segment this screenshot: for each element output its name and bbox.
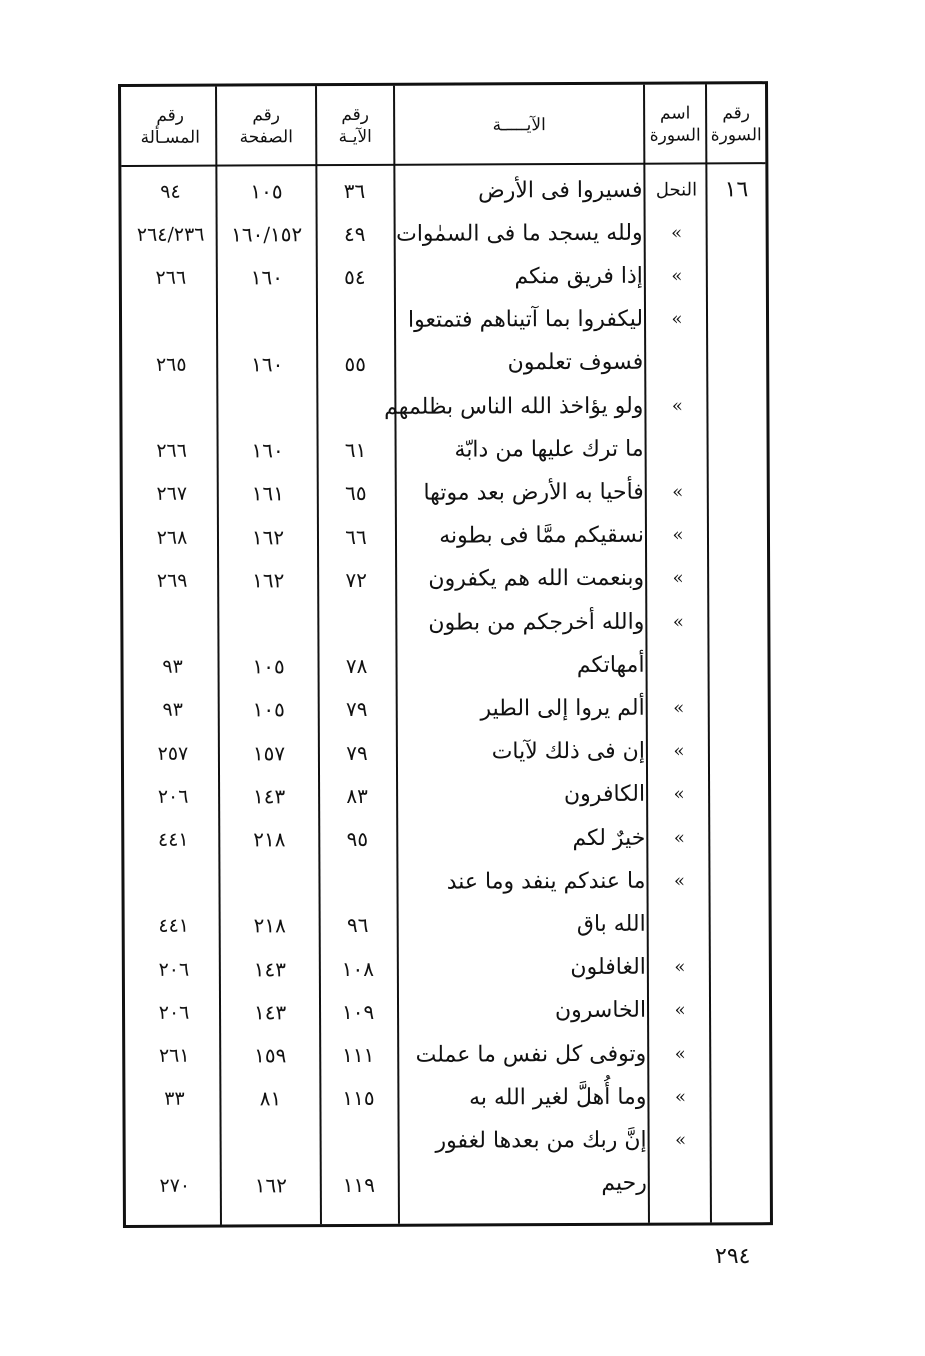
verse-cell: الكافرون bbox=[563, 782, 646, 808]
ayah-number-cell: ٧٢ bbox=[345, 567, 367, 592]
table-row bbox=[124, 859, 768, 904]
table-row bbox=[123, 600, 767, 645]
table-row bbox=[123, 643, 767, 688]
surah-number-cell bbox=[708, 341, 766, 383]
table-row bbox=[125, 989, 769, 1034]
table-row bbox=[126, 1119, 770, 1164]
ayah-number-cell: ١٠٩ bbox=[341, 999, 375, 1024]
verse-cell: فسوف تعلمون bbox=[507, 350, 644, 376]
verse-cell: أمهاتكم bbox=[576, 652, 645, 678]
page-number-cell: ١٦٢ bbox=[251, 524, 285, 550]
page-number-cell: ١٤٣ bbox=[253, 1000, 287, 1025]
header-text: السورة bbox=[649, 125, 701, 146]
verse-cell: إن فى ذلك لآيات bbox=[491, 738, 645, 765]
surah-number-cell: ١٦ bbox=[724, 176, 749, 202]
issue-number-cell: ٢٠٦ bbox=[158, 958, 190, 981]
table-row bbox=[122, 211, 766, 256]
surah-name-cell: النحل bbox=[655, 178, 698, 201]
surah-name-cell: » bbox=[672, 567, 684, 589]
header-text: اسم bbox=[659, 103, 691, 124]
issue-number-cell bbox=[130, 1121, 220, 1163]
surah-name-cell: » bbox=[671, 222, 683, 244]
verse-cell: الله باق bbox=[576, 911, 646, 937]
verse-cell: الغافلون bbox=[570, 954, 646, 981]
issue-number-cell: ٤٤١ bbox=[158, 915, 190, 938]
ayah-number-cell: ١١٩ bbox=[342, 1172, 375, 1197]
surah-name-cell: » bbox=[673, 697, 685, 719]
surah-number-cell bbox=[710, 773, 768, 815]
table-row bbox=[121, 168, 765, 213]
ayah-number-cell: ٣٦ bbox=[343, 178, 366, 204]
surah-name-cell: » bbox=[672, 524, 684, 546]
table-row bbox=[124, 773, 768, 818]
verse-cell: فأحيا به الأرض بعد موتها bbox=[423, 479, 644, 506]
verse-cell: الخاسرون bbox=[554, 998, 647, 1024]
surah-name-cell bbox=[647, 644, 709, 686]
page-number-cell: ١٤٣ bbox=[252, 784, 286, 809]
surah-number-cell bbox=[709, 514, 767, 556]
surah-name-cell: » bbox=[674, 1043, 686, 1065]
table-row bbox=[122, 298, 766, 343]
ayah-number-cell: ٦١ bbox=[344, 438, 367, 463]
surah-number-cell bbox=[712, 1119, 770, 1161]
page-number-cell: ١٦٠ bbox=[250, 265, 284, 290]
table-row bbox=[126, 1162, 770, 1207]
issue-number-cell bbox=[127, 603, 217, 645]
surah-number-cell bbox=[711, 1075, 769, 1117]
header-text: المسـألة bbox=[140, 127, 200, 148]
ayah-number-cell: ٥٥ bbox=[344, 351, 367, 376]
verse-cell: رحيم bbox=[601, 1170, 647, 1196]
table-row bbox=[123, 557, 767, 602]
table-row bbox=[122, 341, 766, 386]
ayah-number-cell: ٨٣ bbox=[346, 783, 368, 808]
issue-number-cell: ٩٣ bbox=[162, 655, 183, 678]
header-text: رقم bbox=[156, 105, 185, 126]
page-number-cell bbox=[219, 602, 317, 644]
table-row bbox=[122, 384, 766, 429]
ayah-number-cell: ١١١ bbox=[342, 1042, 375, 1068]
surah-name-cell: » bbox=[674, 999, 686, 1021]
verse-cell: ولله يسجد ما فى السمٰوات bbox=[396, 220, 643, 247]
surah-name-cell: » bbox=[674, 1086, 686, 1108]
issue-number-cell bbox=[128, 862, 218, 904]
table-row bbox=[123, 471, 767, 516]
table-row bbox=[124, 816, 768, 861]
surah-number-cell bbox=[708, 298, 766, 340]
ayah-number-cell: ١١٥ bbox=[342, 1086, 375, 1111]
surah-number-cell bbox=[710, 816, 768, 858]
issue-number-cell: ٢٦٦ bbox=[155, 267, 187, 290]
page-number-cell: ٢١٨ bbox=[253, 827, 286, 852]
issue-number-cell bbox=[126, 387, 216, 429]
page-number-cell: ٨١ bbox=[259, 1086, 282, 1111]
ayah-number-cell: ٩٥ bbox=[346, 826, 369, 852]
ayah-number-cell: ١٠٨ bbox=[341, 956, 375, 981]
header-text: رقم bbox=[722, 103, 751, 124]
verse-cell: فسيروا فى الأرض bbox=[478, 177, 643, 203]
surah-number-cell bbox=[710, 687, 768, 729]
surah-name-cell: » bbox=[671, 265, 683, 287]
page-number-cell: ١٦٢ bbox=[254, 1172, 287, 1198]
ayah-number-cell: ٧٩ bbox=[345, 697, 368, 722]
page-number-cell: ١٦٠ bbox=[251, 438, 284, 463]
issue-number-cell: ٢٦٦ bbox=[156, 439, 187, 463]
issue-number-cell: ٢٦٧ bbox=[156, 483, 188, 506]
ayah-number-cell bbox=[318, 386, 392, 428]
ayah-number-cell: ٧٩ bbox=[346, 740, 368, 765]
page-number-cell: ١٦١ bbox=[251, 481, 284, 506]
issue-number-cell: ٩٣ bbox=[162, 699, 183, 722]
page-number-cell bbox=[220, 861, 318, 903]
page-number-cell bbox=[218, 300, 316, 342]
verse-cell: نسقيكم ممَّا فى بطونه bbox=[439, 522, 645, 549]
page-number-cell: ١٥٩ bbox=[254, 1043, 287, 1068]
surah-number-cell bbox=[709, 471, 767, 513]
table-row bbox=[125, 1032, 769, 1077]
verse-cell: إنَّ ربك من بعدها لغفور bbox=[435, 1127, 647, 1154]
header-text: الآيـــــة bbox=[492, 115, 546, 136]
page-number-cell: ٢١٨ bbox=[253, 913, 286, 938]
ayah-number-cell: ٩٦ bbox=[346, 913, 369, 938]
verse-cell: وما أُهلَّ لغير الله به bbox=[468, 1084, 647, 1111]
surah-name-cell: » bbox=[672, 481, 684, 503]
header-issue-number bbox=[125, 93, 215, 161]
surah-name-cell bbox=[647, 428, 709, 470]
header-text: الصفحة bbox=[239, 127, 293, 148]
page-number-cell: ١٦٢ bbox=[252, 568, 285, 593]
issue-number-cell: ٢٦١ bbox=[158, 1044, 190, 1067]
issue-number-cell: ٣٣ bbox=[164, 1087, 185, 1110]
issue-number-cell: ٢٦٤/٢٣٦ bbox=[136, 223, 205, 247]
ayah-number-cell bbox=[320, 861, 394, 903]
surah-number-cell bbox=[711, 989, 769, 1031]
issue-number-cell: ٢٦٥ bbox=[155, 353, 187, 376]
verse-cell: ولو يؤاخذ الله الناس بظلمهم bbox=[384, 393, 644, 420]
index-table bbox=[118, 81, 773, 1228]
surah-name-cell bbox=[646, 341, 708, 383]
ayah-number-cell: ٤٩ bbox=[343, 222, 366, 247]
surah-number-cell bbox=[709, 427, 767, 469]
ayah-number-cell: ٦٥ bbox=[345, 481, 367, 506]
ayah-number-cell bbox=[318, 299, 392, 341]
verse-cell: ليكفروا بما آتيناهم فتمتعوا bbox=[407, 306, 644, 333]
page-number-cell: ١٠٥ bbox=[252, 697, 285, 722]
page-number-cell bbox=[218, 386, 316, 428]
table-row bbox=[123, 514, 767, 559]
page-number-cell: ١٠٥ bbox=[252, 654, 285, 679]
header-text: رقم bbox=[341, 104, 370, 126]
page-number-cell: ١٦٠/١٥٢ bbox=[231, 222, 303, 247]
surah-name-cell: » bbox=[673, 783, 685, 805]
surah-name-cell: » bbox=[673, 870, 686, 892]
ayah-number-cell: ٧٨ bbox=[345, 654, 368, 679]
surah-name-cell: » bbox=[671, 308, 683, 330]
table-row bbox=[124, 687, 768, 732]
surah-name-cell: » bbox=[672, 611, 684, 633]
surah-name-cell: » bbox=[671, 395, 683, 417]
surah-number-cell bbox=[711, 1032, 769, 1074]
verse-cell: ألم يروا إلى الطير bbox=[480, 695, 645, 722]
ayah-number-cell bbox=[319, 602, 393, 644]
surah-name-cell bbox=[650, 1162, 712, 1204]
issue-number-cell: ٢٠٦ bbox=[158, 1001, 190, 1024]
verse-cell: إذا فريق منكم bbox=[514, 263, 643, 290]
table-row bbox=[123, 427, 767, 472]
surah-name-cell bbox=[649, 903, 711, 945]
verse-cell: وبنعمت الله هم يكفرون bbox=[428, 566, 645, 592]
ayah-number-cell: ٥٤ bbox=[344, 265, 366, 290]
header-page-number bbox=[217, 92, 315, 160]
issue-number-cell bbox=[126, 300, 216, 342]
page-number-cell: ١٥٧ bbox=[252, 740, 286, 766]
surah-number-cell bbox=[709, 557, 767, 599]
header-divider bbox=[121, 162, 765, 167]
surah-number-cell bbox=[709, 643, 767, 685]
surah-number-cell bbox=[711, 903, 769, 945]
table-row bbox=[122, 255, 766, 300]
page-number: ٢٩٤ bbox=[715, 1244, 751, 1269]
table-row bbox=[124, 730, 768, 775]
header-text: الآيـة bbox=[338, 126, 372, 148]
issue-number-cell: ٩٤ bbox=[160, 180, 181, 203]
surah-number-cell bbox=[712, 1162, 770, 1204]
page-number-cell: ١٤٣ bbox=[253, 956, 287, 982]
surah-number-cell bbox=[711, 946, 769, 988]
verse-cell: ما عندكم ينفد وما عند bbox=[446, 868, 646, 895]
ayah-number-cell: ٦٦ bbox=[345, 524, 367, 549]
header-verse bbox=[395, 91, 643, 160]
issue-number-cell: ٢٠٦ bbox=[157, 785, 189, 808]
header-text: رقم bbox=[252, 105, 281, 126]
issue-number-cell: ٤٤١ bbox=[157, 828, 189, 851]
verse-cell: ما ترك عليها من دابّة bbox=[454, 436, 644, 463]
table-row bbox=[125, 946, 769, 991]
page-number-cell: ١٦٠ bbox=[251, 352, 284, 377]
table-row bbox=[125, 1075, 769, 1120]
surah-name-cell: » bbox=[675, 1129, 687, 1151]
issue-number-cell: ٢٦٩ bbox=[156, 569, 188, 592]
issue-number-cell: ٢٧٠ bbox=[159, 1174, 191, 1197]
verse-cell: خيرٌ لكم bbox=[572, 825, 646, 851]
surah-number-cell bbox=[708, 211, 766, 253]
issue-number-cell: ٢٦٨ bbox=[156, 526, 188, 549]
table-row bbox=[125, 903, 769, 948]
surah-number-cell bbox=[710, 859, 768, 901]
surah-number-cell bbox=[708, 255, 766, 297]
surah-number-cell bbox=[708, 384, 766, 426]
header-ayah-number bbox=[317, 92, 393, 160]
header-text: السورة bbox=[710, 125, 762, 146]
verse-cell: وتوفى كل نفس ما عملت bbox=[415, 1041, 647, 1068]
page-number-cell bbox=[222, 1121, 320, 1163]
surah-name-cell: » bbox=[674, 956, 686, 978]
page-number-cell: ١٠٥ bbox=[250, 179, 283, 204]
issue-number-cell: ٢٥٧ bbox=[157, 742, 189, 765]
surah-number-cell bbox=[710, 730, 768, 772]
surah-name-cell: » bbox=[673, 740, 685, 762]
ayah-number-cell bbox=[322, 1120, 396, 1162]
header-surah-number bbox=[707, 90, 765, 158]
header-surah-name bbox=[645, 90, 705, 158]
surah-number-cell bbox=[709, 600, 767, 642]
surah-name-cell: » bbox=[673, 827, 685, 849]
verse-cell: والله أخرجكم من بطون bbox=[428, 609, 645, 636]
